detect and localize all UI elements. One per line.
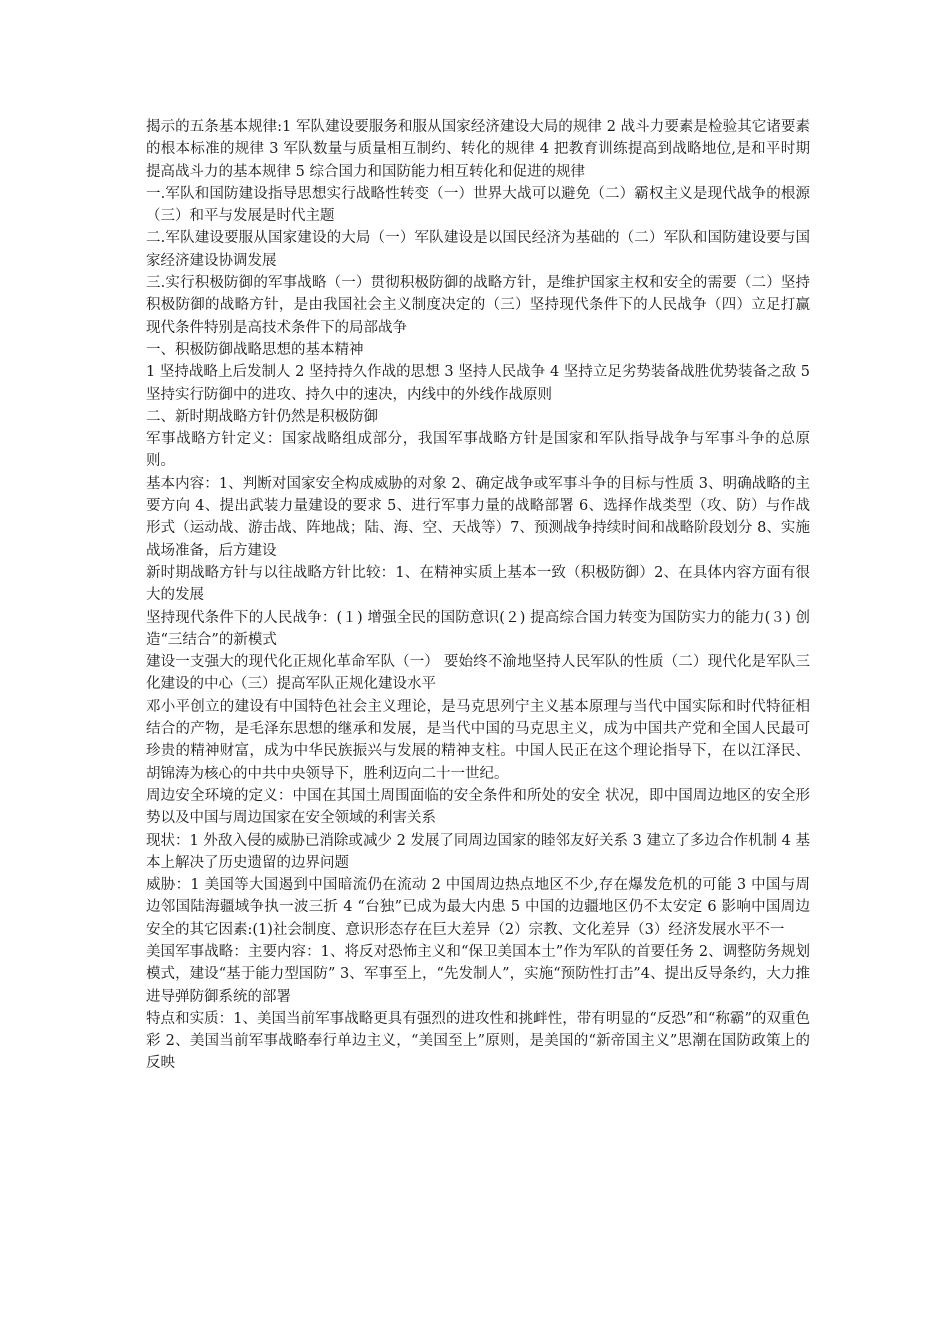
paragraph-strategic-shift: 一.军队和国防建设指导思想实行战略性转变（一）世界大战可以避免（二）霸权主义是现代战争的根源（三）和平与发展是时代主题 xyxy=(146,185,810,225)
paragraph-current-situation: 现状：1 外敌入侵的威胁已消除或减少 2 发展了同周边国家的睦邻友好关系 3 建立了多边合作机制 4 基本上解决了历史遗留的边界问题 xyxy=(146,832,810,871)
paragraph-active-defense-strategy: 三.实行积极防御的军事战略（一）贯彻积极防御的战略方针，是维护国家主权和安全的需要（二）坚持积极防御的战略方针，是由我国社会主义制度决定的（三）坚持现代条件下的人民战争（四）立足打赢现代条件特别是高技术条件下的局部战争 xyxy=(146,275,810,336)
paragraph-us-military-strategy: 美国军事战略：主要内容：1、将反对恐怖主义和“保卫美国本土”作为军队的首要任务 2、调整防务规划模式，建设“基于能力型国防” 3、军事至上，“先发制人”，实施“预防性打击”4、提出反导条约，大力推进导弹防御系统的部署 xyxy=(146,943,810,1005)
heading-new-era-strategy: 二、新时期战略方针仍然是积极防御 xyxy=(146,408,378,425)
heading-active-defense-spirit: 一、积极防御战略思想的基本精神 xyxy=(146,341,364,358)
paragraph-security-environment-definition: 周边安全环境的定义：中国在其国土周围面临的安全条件和所处的安全 状况，即中国周边地区的安全形势以及中国与周边国家在安全领域的利害关系 xyxy=(146,787,810,827)
paragraph-active-defense-principles: 1 坚持战略上后发制人 2 坚持持久作战的思想 3 坚持人民战争 4 坚持立足劣势装备战胜优势装备之敌 5 坚持实行防御中的进攻、持久中的速决，内线中的外线作战原则 xyxy=(146,364,810,403)
document-body xyxy=(146,116,810,1075)
paragraph-threats: 威胁：1 美国等大国遏到中国暗流仍在流动 2 中国周边热点地区不少,存在爆发危机的可能 3 中国与周边邻国陆海疆域争执一波三折 4 “台独”已成为最大内患 5 中国的边疆地区仍不太安定 6 影响中国周边安全的其它因素:(1)社会制度、意识形态存在巨大差异（2）宗教、文化差异（3）经济发展水平不一 xyxy=(146,877,810,938)
paragraph-five-laws: 揭示的五条基本规律:1 军队建设要服务和服从国家经济建设大局的规律 2 战斗力要素是检验其它诸要素的根本标准的规律 3 军队数量与质量相互制约、转化的规律 4 把教育训练提高到战略地位,是和平时期提高战斗力的基本规律 5 综合国力和国防能力相互转化和促进的规律 xyxy=(146,119,810,180)
paragraph-strategy-definition: 军事战略方针定义：国家战略组成部分，我国军事战略方针是国家和军队指导战争与军事斗争的总原则。 xyxy=(146,431,810,470)
paragraph-basic-content: 基本内容：1、判断对国家安全构成威胁的对象 2、确定战争或军事斗争的目标与性质 3、明确战略的主要方向 4、提出武装力量建设的要求 5、进行军事力量的战略部署 6、选择作战类型（攻、防）与作战形式（运动战、游击战、阵地战；陆、海、空、天战等）7、预测战争持续时间和战略阶段划分 8、实施战场准备，后方建设 xyxy=(146,475,810,559)
paragraph-strategy-comparison: 新时期战略方针与以往战略方针比较：1、在精神实质上基本一致（积极防御）2、在具体内容方面有很大的发展 xyxy=(146,564,810,604)
paragraph-characteristics: 特点和实质：1、美国当前军事战略更具有强烈的进攻性和挑衅性，带有明显的“反恐”和“称霸”的双重色彩 2、美国当前军事战略奉行单边主义，“美国至上”原则，是美国的“新帝国主义”思潮在国防政策上的反映 xyxy=(146,1010,810,1072)
paragraph-deng-theory: 邓小平创立的建设有中国特色社会主义理论，是马克思列宁主义基本原理与当代中国实际和时代特征相结合的产物，是毛泽东思想的继承和发展，是当代中国的马克思主义，成为中国共产党和全国人民最可珍贵的精神财富，成为中华民族振兴与发展的精神支柱。中国人民正在这个理论指导下，在以江泽民、胡锦涛为核心的中共中央领导下，胜利迈向二十一世纪。 xyxy=(146,698,810,782)
paragraph-peoples-war: 坚持现代条件下的人民战争：(１) 增强全民的国防意识(２) 提高综合国力转变为国防实力的能力(３) 创造“三结合”的新模式 xyxy=(146,609,810,648)
paragraph-modern-army: 建设一支强大的现代化正规化革命军队（一） 要始终不渝地坚持人民军队的性质（二）现代化是军队三化建设的中心（三）提高军队正规化建设水平 xyxy=(146,654,810,693)
paragraph-national-construction: 二.军队建设要服从国家建设的大局（一）军队建设是以国民经济为基础的（二）军队和国防建设要与国家经济建设协调发展 xyxy=(146,230,810,269)
